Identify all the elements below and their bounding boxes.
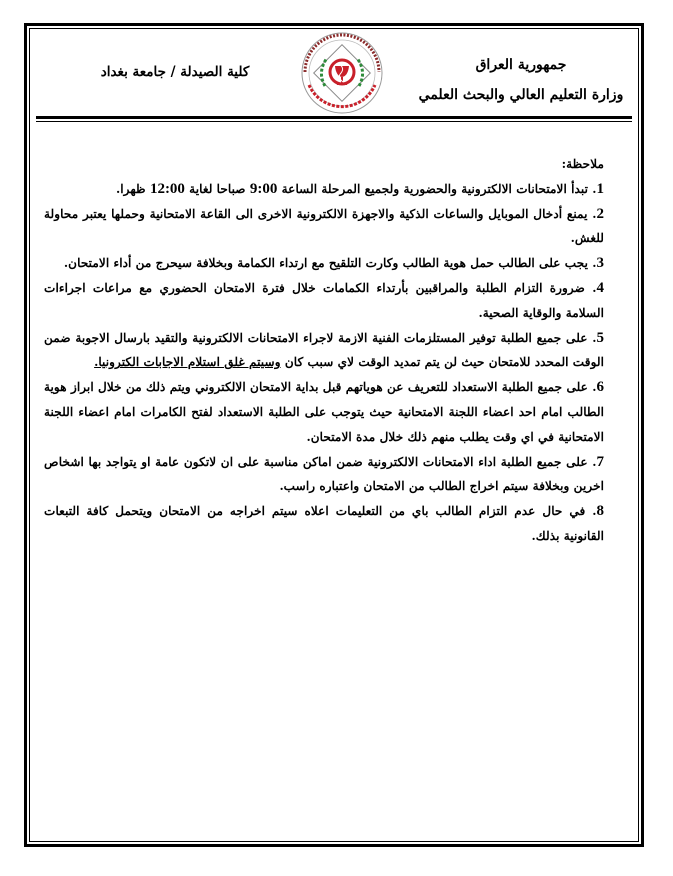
item-number: 4 bbox=[596, 279, 604, 296]
note-item-8: 8. في حال عدم التزام الطالب باي من التعليمات اعلاه سيتم اخراجه من الامتحان ويتحمل كافة التبعات القانونية بذلك. bbox=[44, 503, 604, 543]
item-number: 3 bbox=[596, 255, 604, 272]
note-item-1: 1. تبدأ الامتحانات الالكترونية والحضورية ولجميع المرحلة الساعة 9:00 صباحا لغاية 12:00 ظهرا. bbox=[116, 180, 604, 197]
end-time: 12:00 bbox=[149, 180, 185, 197]
college-title: كلية الصيدلة / جامعة بغداد bbox=[100, 64, 250, 80]
item-text: ضرورة التزام الطلبة والمراقبين بأرتداء الكمامات خلال فترة الامتحان الحضوري مع مراعات اجراءات السلامة والوقاية الصحية. bbox=[44, 280, 604, 320]
ministry-title: وزارة التعليم العالي والبحث العلمي bbox=[418, 87, 624, 103]
item-text: تبدأ الامتحانات الالكترونية والحضورية ولجميع المرحلة الساعة bbox=[277, 181, 588, 196]
item-number: 7 bbox=[596, 453, 604, 470]
college-logo-icon bbox=[289, 30, 395, 116]
note-item-2: 2. يمنع أدخال الموبايل والساعات الذكية والاجهزة الالكترونية الاخرى الى القاعة الامتحانية وحملها يعتبر محاولة للغش. bbox=[44, 205, 604, 246]
item-text: على جميع الطلبة الاستعداد للتعريف عن هوياتهم قبل بداية الامتحان الالكتروني ويتم ذلك من خلال ابراز هوية الطالب امام احد اعضاء اللجنة الامتحانية حيث يتوجب على الطلبة الاستعداد لفتح الكامرات امام اعضاء اللجنة الامتحانية في اي وقت يطلب منهم ذلك خلال مدة الامتحان. bbox=[44, 380, 604, 444]
header-rule-thin bbox=[36, 121, 632, 122]
header-right bbox=[411, 50, 631, 110]
note-item-3: 3. يجب على الطالب حمل هوية الطالب وكارت التلقيح مع ارتداء الكمامة وبخلافة سيحرج من أداء الامتحان. bbox=[63, 255, 604, 272]
item-text: على جميع الطلبة اداء الامتحانات الالكترونية ضمن اماكن مناسبة على ان لاتكون عامة او يتواجد بها اشخاص اخرين وبخلافة سيتم اخراج الطالب من الامتحان واعتباره راسب. bbox=[44, 454, 604, 494]
note-item-7: 7. على جميع الطلبة اداء الامتحانات الالكترونية ضمن اماكن مناسبة على ان لاتكون عامة او يتواجد بها اشخاص اخرين وبخلافة سيتم اخراج الطالب من الامتحان واعتباره راسب. bbox=[44, 453, 604, 494]
country-title: جمهورية العراق bbox=[475, 57, 567, 73]
item-text: يجب على الطالب حمل هوية الطالب وكارت التلقيح مع ارتداء الكمامة وبخلافة سيحرج من أداء الامتحان. bbox=[63, 256, 588, 271]
note-item-5: 5. على جميع الطلبة توفير المستلزمات الفنية الازمة لاجراء الامتحانات الالكترونية والتقيد بارسال الاجوبة ضمن الوقت المحدد للامتحان حيث لن يتم تمديد الوقت لاي سبب كان وسيتم غلق استلام الاجابات الكترونيا. bbox=[44, 329, 604, 370]
item-number: 8 bbox=[596, 503, 604, 520]
item-text: صباحا لغاية bbox=[184, 181, 250, 196]
item-number: 6 bbox=[596, 379, 604, 396]
item-number: 2 bbox=[596, 205, 604, 222]
item-text: ظهرا. bbox=[116, 181, 150, 196]
item-text: على جميع الطلبة توفير المستلزمات الفنية الازمة لاجراء الامتحانات الالكترونية والتقيد بارسال الاجوبة ضمن الوقت المحدد للامتحان حيث لن يتم تمديد الوقت لاي سبب كان bbox=[44, 330, 604, 370]
item-text: في حال عدم التزام الطالب باي من التعليمات اعلاه سيتم اخراجه من الامتحان ويتحمل كافة التبعات القانونية بذلك. bbox=[44, 504, 604, 543]
note-item-4: 4. ضرورة التزام الطلبة والمراقبين بأرتداء الكمامات خلال فترة الامتحان الحضوري مع مراعات اجراءات السلامة والوقاية الصحية. bbox=[44, 279, 604, 320]
notes-section bbox=[44, 152, 604, 549]
notes-title: ملاحظة: bbox=[561, 157, 604, 171]
item-text-underlined: وسيتم غلق استلام الاجابات الكترونيا. bbox=[94, 355, 281, 370]
item-number: 5 bbox=[596, 329, 604, 346]
start-time: 9:00 bbox=[249, 180, 278, 197]
header-rule-thick bbox=[36, 116, 632, 119]
note-item-6: 6. على جميع الطلبة الاستعداد للتعريف عن هوياتهم قبل بداية الامتحان الالكتروني ويتم ذلك من خلال ابراز هوية الطالب امام احد اعضاء اللجنة الامتحانية حيث يتوجب على الطلبة الاستعداد لفتح الكامرات امام اعضاء اللجنة الامتحانية في اي وقت يطلب منهم ذلك خلال مدة الامتحان. bbox=[44, 379, 604, 444]
item-number: 1 bbox=[596, 180, 604, 197]
item-text: يمنع أدخال الموبايل والساعات الذكية والاجهزة الالكترونية الاخرى الى القاعة الامتحانية وحملها يعتبر محاولة للغش. bbox=[44, 206, 604, 246]
